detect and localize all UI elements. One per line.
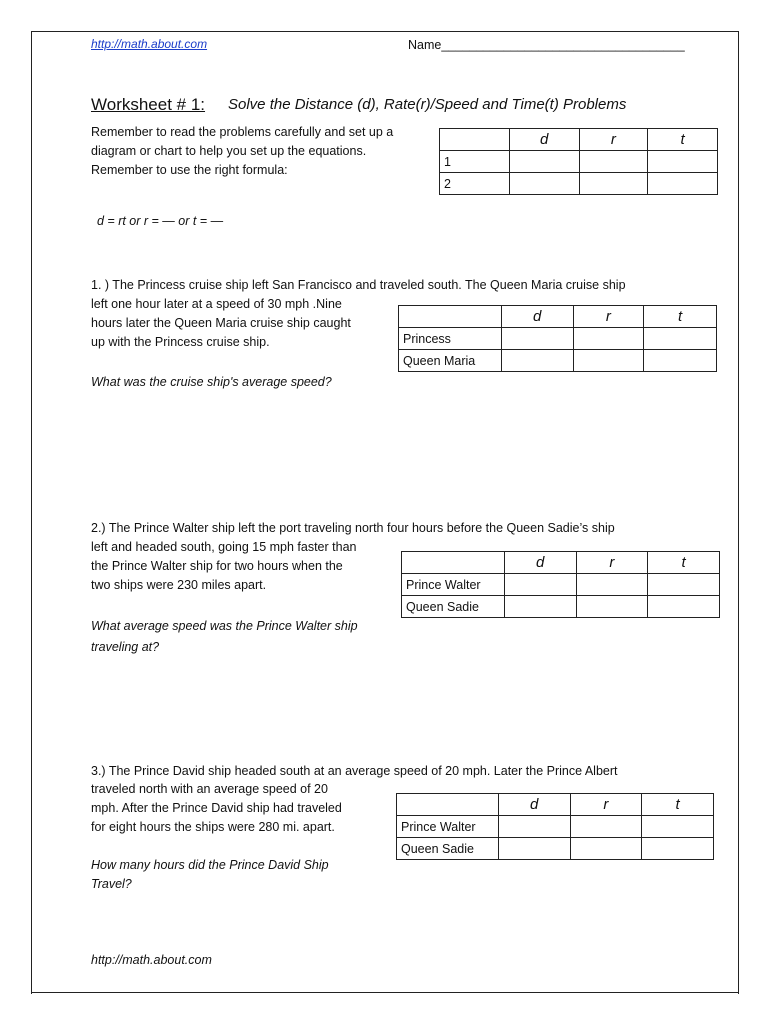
header-d: d [504,552,576,574]
header-t: t [644,306,717,328]
problem-3-text [91,780,342,837]
row-label: Queen Sadie [402,596,505,618]
answer-cell[interactable] [570,816,642,838]
answer-cell[interactable] [644,350,717,372]
intro-line: Remember to read the problems carefully and set up a [91,125,394,139]
problem-2-question [91,616,358,658]
header-d: d [501,306,573,328]
problem-2-table [401,551,720,618]
problem-line: left one hour later at a speed of 30 mph .Nine [91,297,342,311]
answer-cell[interactable] [648,596,720,618]
table-corner-cell [399,306,502,328]
answer-cell[interactable] [644,328,717,350]
answer-cell[interactable] [570,838,642,860]
intro-line: Remember to use the right formula: [91,163,288,177]
header-r: r [576,552,648,574]
header-t: t [648,129,718,151]
problem-2-text [91,538,356,595]
header-link[interactable]: http://math.about.com [91,37,208,51]
row-label: Prince Walter [397,816,499,838]
answer-cell[interactable] [498,816,570,838]
answer-cell[interactable] [648,151,718,173]
intro-line: diagram or chart to help you set up the equations. [91,144,367,158]
header-d: d [509,129,579,151]
header-r: r [573,306,644,328]
header-t: t [642,794,714,816]
problem-line: traveled north with an average speed of 20 [91,782,328,796]
table-corner-cell [440,129,510,151]
question-line: Travel? [91,877,132,891]
problem-line: up with the Princess cruise ship. [91,335,270,349]
row-label: 2 [440,173,510,195]
table-corner-cell [402,552,505,574]
table-corner-cell [397,794,499,816]
page-bottom-border [31,992,738,993]
problem-line: for eight hours the ships were 280 mi. apart. [91,820,335,834]
answer-cell[interactable] [501,350,573,372]
answer-cell[interactable] [504,596,576,618]
header-r: r [579,129,648,151]
row-label: Princess [399,328,502,350]
answer-cell[interactable] [579,151,648,173]
answer-cell[interactable] [648,574,720,596]
header-r: r [570,794,642,816]
question-line: traveling at? [91,640,160,654]
worksheet-subtitle: Solve the Distance (d), Rate(r)/Speed and Time(t) Problems [228,96,627,113]
problem-1-first-line: 1. ) The Princess cruise ship left San Francisco and traveled south. The Queen Maria cruise ship [91,278,626,292]
row-label: Prince Walter [402,574,505,596]
problem-line: two ships were 230 miles apart. [91,578,267,592]
row-label: Queen Sadie [397,838,499,860]
answer-cell[interactable] [573,350,644,372]
answer-cell[interactable] [576,574,648,596]
row-label: 1 [440,151,510,173]
answer-cell[interactable] [648,173,718,195]
problem-3-question [91,856,329,894]
footer-link: http://math.about.com [91,953,212,967]
question-line: What was the cruise ship's average speed? [91,375,332,389]
answer-cell[interactable] [642,838,714,860]
intro-text [91,123,393,180]
header-d: d [498,794,570,816]
worksheet-title: Worksheet # 1: [91,95,206,114]
problem-line: hours later the Queen Maria cruise ship caught [91,316,351,330]
problem-line: mph. After the Prince David ship had traveled [91,801,342,815]
answer-cell[interactable] [642,816,714,838]
name-field-label: Name___________________________________ [408,38,685,52]
answer-cell[interactable] [573,328,644,350]
question-line: What average speed was the Prince Walter ship [91,619,358,633]
answer-cell[interactable] [501,328,573,350]
answer-cell[interactable] [498,838,570,860]
problem-1-question [91,373,332,392]
answer-cell[interactable] [576,596,648,618]
problem-1-text [91,295,351,352]
row-label: Queen Maria [399,350,502,372]
answer-cell[interactable] [509,151,579,173]
answer-cell[interactable] [509,173,579,195]
problem-3-first-line: 3.) The Prince David ship headed south at an average speed of 20 mph. Later the Prince Albert [91,764,618,778]
intro-table [439,128,718,195]
problem-line: left and headed south, going 15 mph faster than [91,540,357,554]
header-t: t [648,552,720,574]
formula: d = rt or r = — or t = — [97,214,224,228]
problem-1-table [398,305,717,372]
question-line: How many hours did the Prince David Ship [91,858,329,872]
answer-cell[interactable] [504,574,576,596]
problem-3-table [396,793,714,860]
answer-cell[interactable] [579,173,648,195]
problem-line: the Prince Walter ship for two hours when the [91,559,343,573]
problem-2-first-line: 2.) The Prince Walter ship left the port traveling north four hours before the Queen Sadie’s ship [91,521,615,535]
